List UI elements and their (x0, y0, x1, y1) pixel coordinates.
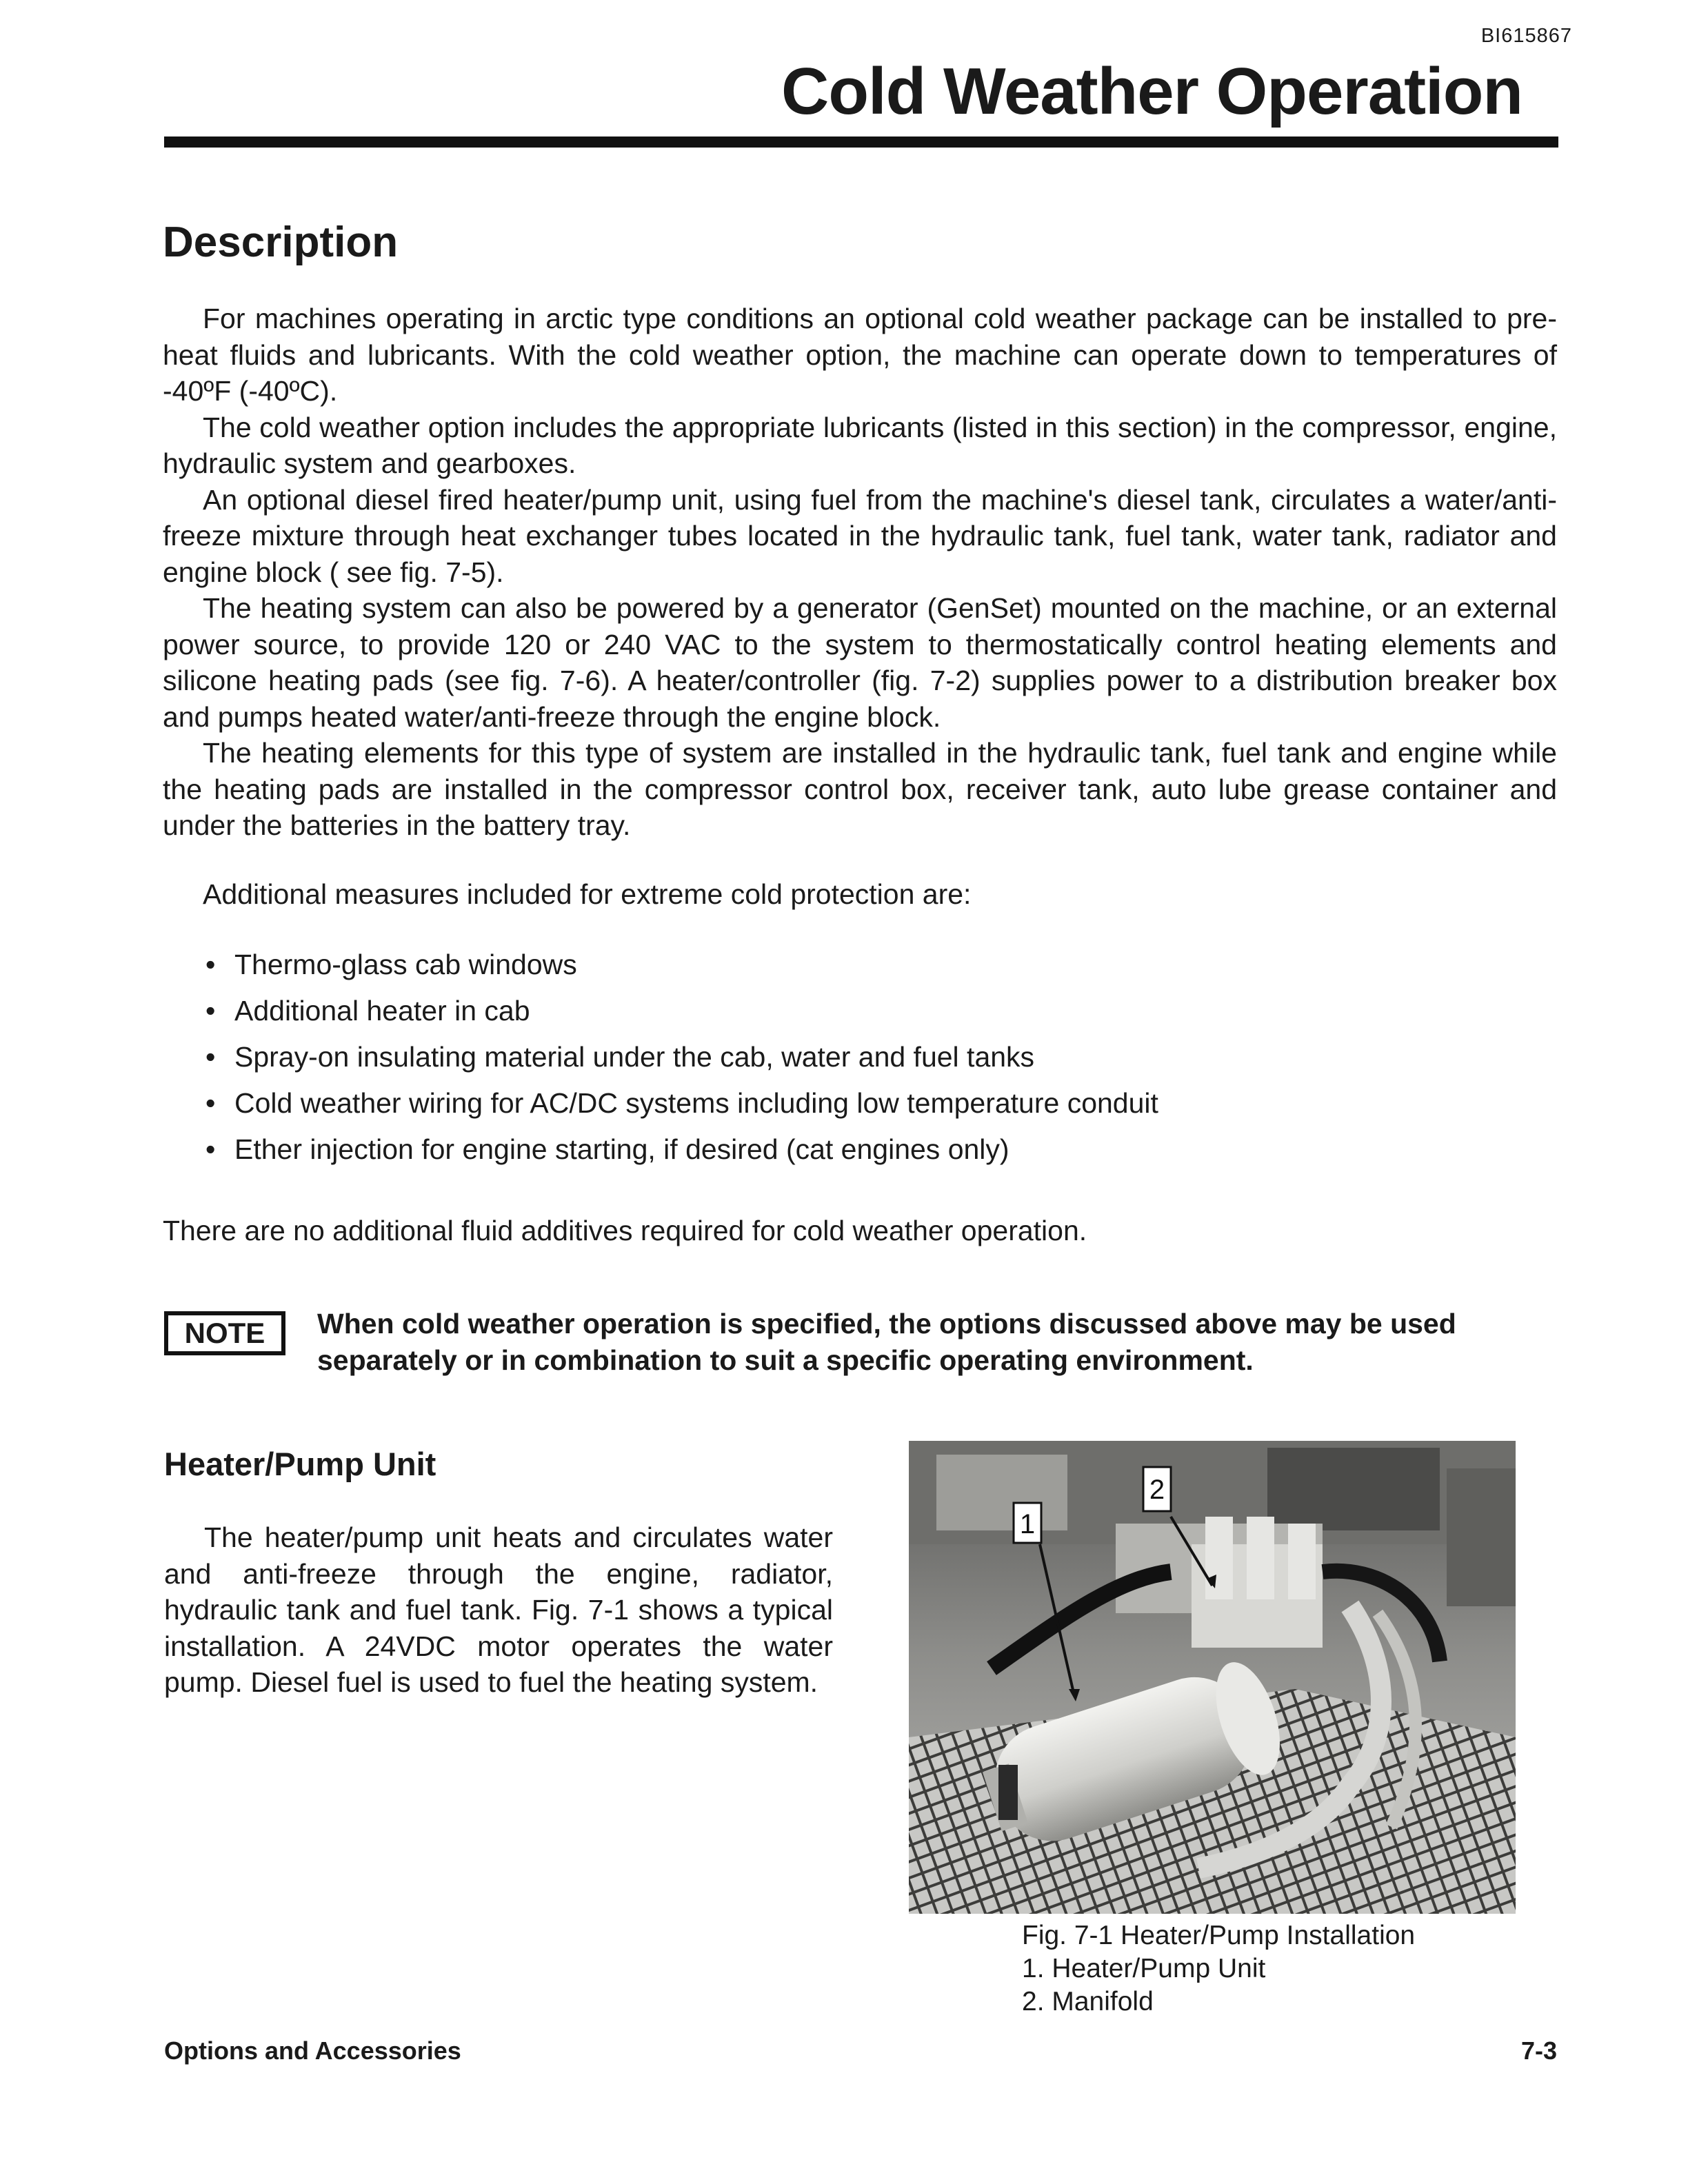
figure-caption-title: Fig. 7-1 Heater/Pump Installation (1022, 1921, 1416, 1950)
footer-page-number: 7-3 (1520, 2036, 1557, 2065)
document-id: BI615867 (1480, 25, 1572, 47)
bullet-icon: • (205, 1087, 216, 1119)
bullet-icon: • (205, 1041, 216, 1073)
figure-heater-pump-photo (909, 1441, 1516, 1914)
measures-list (200, 947, 1158, 1178)
bullet-icon: • (205, 995, 216, 1027)
heater-pump-body: The heater/pump unit heats and circulates water and anti-freeze through the engine, radiator, hydraulic tank and fuel tank. Fig. 7-1 shows a typical installation. A 24VDC motor operates the water pump. Diesel fuel is used to fuel the heating system. (164, 1521, 833, 1698)
list-item-text: Thermo-glass cab windows (234, 949, 577, 980)
section-heading-description: Description (163, 219, 399, 266)
list-item-text: Spray-on insulating material under the cab, water and fuel tanks (234, 1041, 1035, 1073)
callout-1-label: 1 (1019, 1509, 1036, 1539)
note-label: NOTE (164, 1311, 285, 1355)
list-item (200, 947, 1158, 993)
paragraph: For machines operating in arctic type conditions an optional cold weather package can be installed to pre-heat fluids and lubricants. With the cold weather option, the machine can operate down to temperatures of -40ºF (-40ºC). (163, 303, 1557, 407)
list-item (200, 993, 1158, 1040)
title-rule (164, 136, 1558, 148)
figure-caption-item: 1. Heater/Pump Unit (1022, 1954, 1266, 1983)
list-item (200, 1086, 1158, 1132)
callout-2-label: 2 (1149, 1475, 1165, 1505)
figure-caption (1022, 1919, 1415, 2019)
bullet-icon: • (205, 949, 216, 980)
list-item (200, 1132, 1158, 1178)
description-body (163, 301, 1557, 844)
page-title: Cold Weather Operation (781, 54, 1523, 128)
list-item-text: Cold weather wiring for AC/DC systems including low temperature conduit (234, 1087, 1158, 1119)
paragraph: The cold weather option includes the appropriate lubricants (listed in this section) in the compressor, engine, hydraulic system and gearboxes. (163, 411, 1557, 479)
section-heading-heater-pump: Heater/Pump Unit (164, 1446, 436, 1482)
heater-pump-photo (909, 1441, 1516, 1914)
paragraph: The heating elements for this type of system are installed in the hydraulic tank, fuel tank and engine while the heating pads are installed in the compressor control box, receiver tank, auto lube grease container and under the batteries in the battery tray. (163, 737, 1557, 841)
paragraph: The heating system can also be powered by a generator (GenSet) mounted on the machine, or an external power source, to provide 120 or 240 VAC to the system to thermostatically control heating elements and silicone heating pads (see fig. 7-6). A heater/controller (fig. 7-2) supplies power to a distribution breaker box and pumps heated water/anti-freeze through the engine block. (163, 592, 1557, 733)
note-text: When cold weather operation is specified, the options discussed above may be used separately or in combination to suit a specific operating environment. (317, 1308, 1456, 1376)
no-additives-statement: There are no additional fluid additives required for cold weather operation. (163, 1215, 1087, 1246)
measures-intro: Additional measures included for extreme cold protection are: (203, 878, 972, 910)
list-item-text: Additional heater in cab (234, 995, 530, 1027)
paragraph: An optional diesel fired heater/pump unit, using fuel from the machine's diesel tank, circulates a water/anti-freeze mixture through heat exchanger tubes located in the hydraulic tank, fuel tank, water tank, radiator and engine block ( see fig. 7-5). (163, 483, 1557, 588)
list-item (200, 1040, 1158, 1086)
bullet-icon: • (205, 1133, 216, 1165)
figure-caption-item: 2. Manifold (1022, 1987, 1154, 2016)
footer-section-name: Options and Accessories (164, 2036, 461, 2065)
list-item-text: Ether injection for engine starting, if desired (cat engines only) (234, 1133, 1009, 1165)
